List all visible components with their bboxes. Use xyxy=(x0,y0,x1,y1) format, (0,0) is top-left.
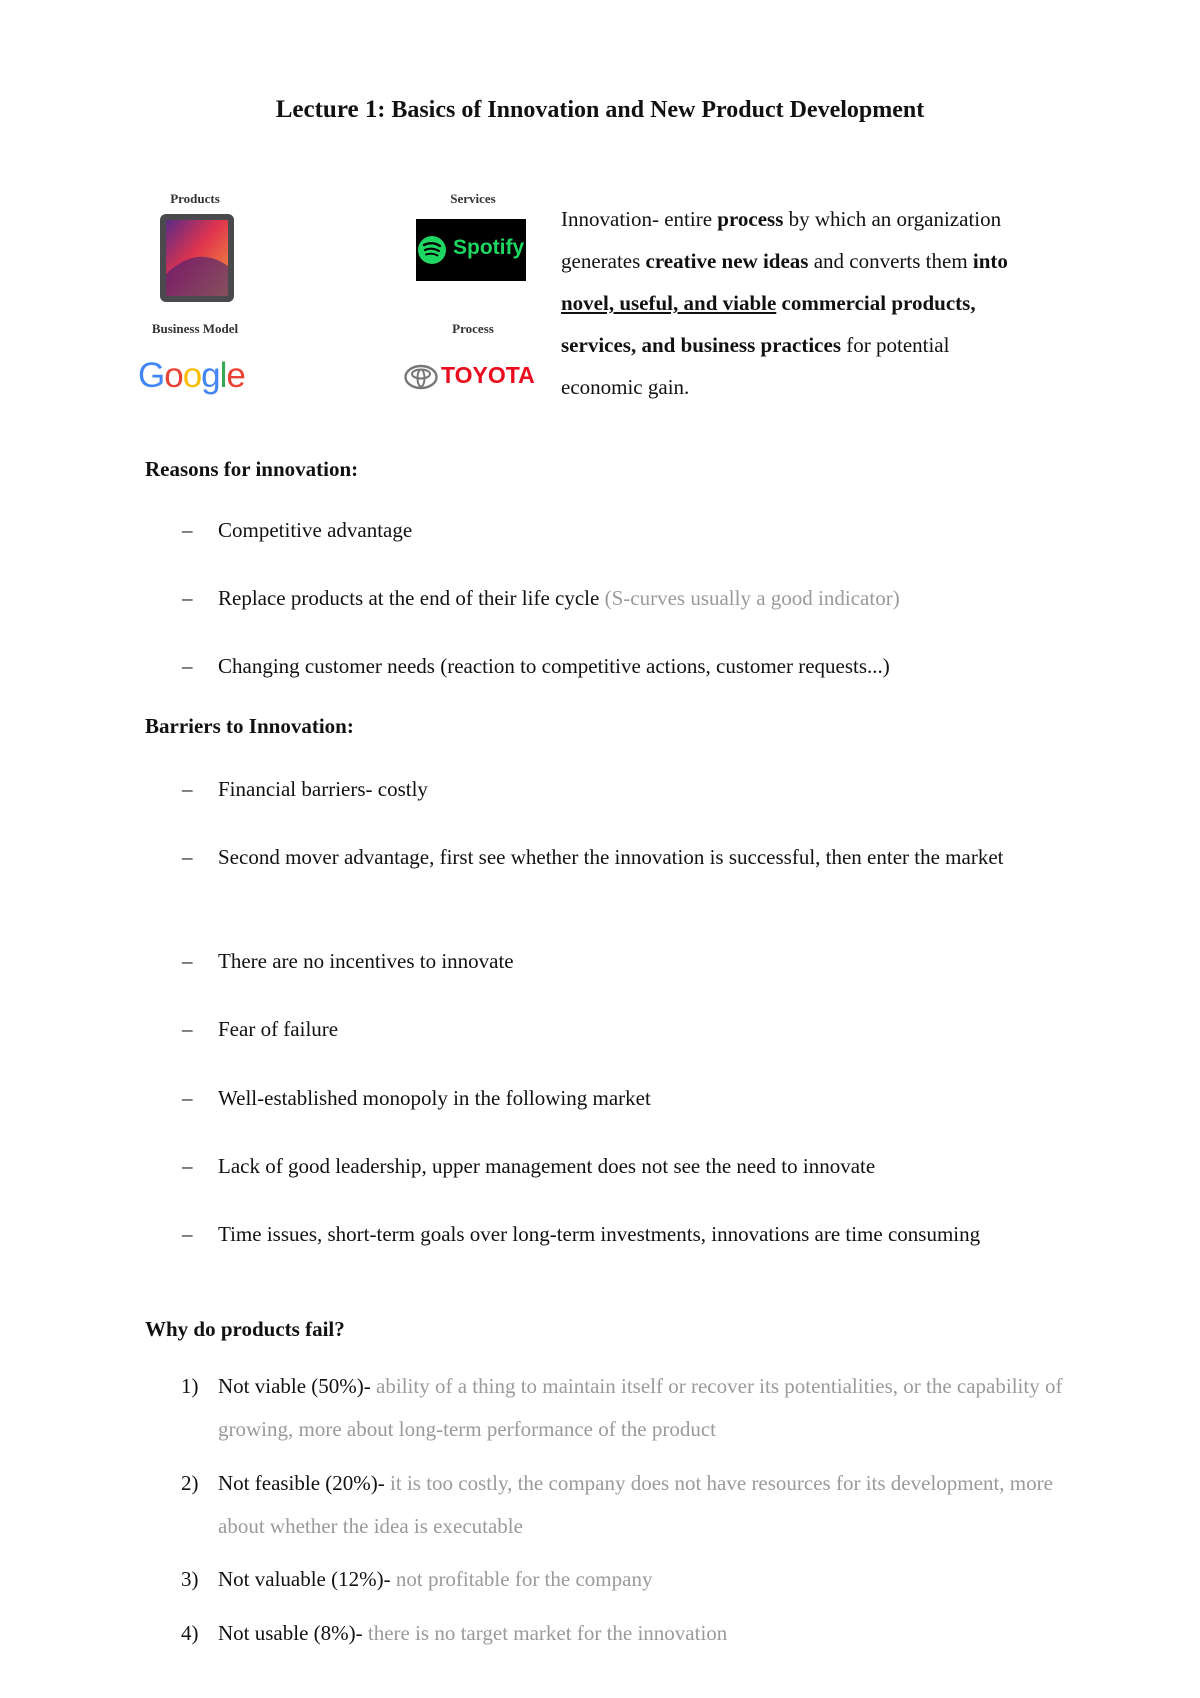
defn-bold: creative new ideas xyxy=(645,249,809,273)
ipad-image xyxy=(160,214,234,302)
google-letter: g xyxy=(201,356,220,395)
defn-bold: into xyxy=(972,249,1008,273)
innovation-definition xyxy=(561,198,1031,408)
list-number: 4) xyxy=(181,1621,199,1645)
bullet: – xyxy=(182,654,193,678)
fail-reason: Not feasible (20%)- xyxy=(218,1471,391,1495)
google-logo xyxy=(138,356,245,396)
barrier-text: Second mover advantage, first see whether the innovation is successful, then enter the market xyxy=(218,845,1004,869)
barriers-heading: Barriers to Innovation: xyxy=(145,714,354,738)
google-letter: G xyxy=(138,356,165,395)
fail-note: ability of a thing to maintain itself or recover its potentialities, or the capability of growing, more about long-term performance of the product xyxy=(218,1374,1063,1441)
business-model-label: Business Model xyxy=(151,321,239,336)
bullet: – xyxy=(182,1154,193,1178)
google-letter: e xyxy=(226,356,245,395)
fail-reason: Not viable (50%)- xyxy=(218,1374,377,1398)
title-colon: : xyxy=(377,97,386,123)
defn-text: Innovation- entire xyxy=(561,207,718,231)
spotify-logo xyxy=(416,219,526,281)
reasons-heading: Reasons for innovation: xyxy=(145,457,359,481)
fail-note: it is too costly, the company does not have resources for its development, more about whether the idea is executable xyxy=(218,1471,1053,1538)
defn-text: and converts them xyxy=(808,249,973,273)
bullet: – xyxy=(182,949,193,973)
google-letter: o xyxy=(164,356,183,395)
list-number: 1) xyxy=(181,1374,199,1398)
bullet: – xyxy=(182,1017,193,1041)
list-number: 3) xyxy=(181,1567,199,1591)
spotify-wordmark: Spotify xyxy=(453,236,525,259)
defn-bold: commercial products, services, and business practices xyxy=(561,291,976,357)
bullet: – xyxy=(182,1222,193,1246)
bullet: – xyxy=(182,518,193,542)
defn-bold: process xyxy=(717,207,784,231)
barrier-text: Fear of failure xyxy=(218,1017,339,1041)
fail-heading: Why do products fail? xyxy=(145,1317,345,1341)
toyota-emblem-icon xyxy=(404,364,438,390)
list-number: 2) xyxy=(181,1471,199,1495)
title-subject: Basics of Innovation and New Product Development xyxy=(391,97,925,123)
barrier-text: Well-established monopoly in the following market xyxy=(218,1086,651,1110)
process-label: Process xyxy=(452,321,494,336)
title-lecture: Lecture 1 xyxy=(275,96,378,123)
reason-text: Competitive advantage xyxy=(218,518,413,542)
reason-text: Changing customer needs (reaction to competitive actions, customer requests...) xyxy=(218,654,890,678)
page-title xyxy=(0,96,1200,124)
reason-text: Replace products at the end of their life cycle xyxy=(218,586,605,610)
fail-note: there is no target market for the innovation xyxy=(367,1621,728,1645)
bullet: – xyxy=(182,586,193,610)
barrier-text: Financial barriers- costly xyxy=(218,777,428,801)
google-letter: o xyxy=(182,356,202,395)
toyota-logo xyxy=(404,362,539,392)
defn-text: by which an organization generates xyxy=(561,207,1002,273)
defn-text: for potential economic gain. xyxy=(561,333,950,399)
defn-underlined: novel, useful, and viable xyxy=(561,291,777,315)
products-label: Products xyxy=(170,191,220,206)
fail-reason: Not valuable (12%)- xyxy=(218,1567,396,1591)
barrier-text: There are no incentives to innovate xyxy=(218,949,514,973)
bullet: – xyxy=(182,777,193,801)
fail-note: not profitable for the company xyxy=(395,1567,653,1591)
reason-note: (S-curves usually a good indicator) xyxy=(604,586,900,610)
toyota-wordmark: TOYOTA xyxy=(441,362,535,388)
bullet: – xyxy=(182,1086,193,1110)
barrier-text: Time issues, short-term goals over long-term investments, innovations are time consuming xyxy=(218,1222,981,1246)
bullet: – xyxy=(182,845,193,869)
fail-reason: Not usable (8%)- xyxy=(218,1621,368,1645)
services-label: Services xyxy=(450,191,496,206)
google-letter: l xyxy=(219,356,227,395)
barrier-text: Lack of good leadership, upper management does not see the need to innovate xyxy=(218,1154,876,1178)
